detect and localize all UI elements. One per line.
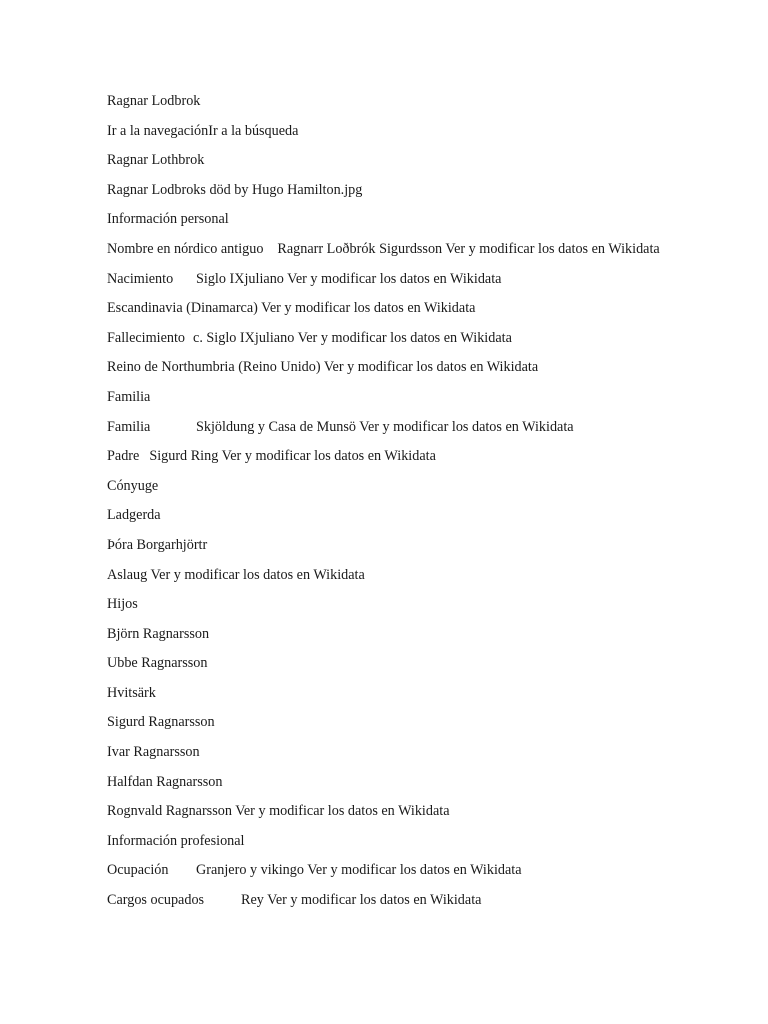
nacimiento-value: Siglo IXjuliano Ver y modificar los datos en Wikidata [196,270,502,287]
familia-value: Skjöldung y Casa de Munsö Ver y modificar los datos en Wikidata [196,418,574,435]
navigation-links-text: Ir a la navegaciónIr a la búsqueda [107,122,299,139]
row-ocupacion [107,860,667,880]
ocupacion-label: Ocupación [107,862,169,879]
section-personal-heading: Información personal [107,211,229,228]
conyuge-item: Ladgerda [107,507,161,524]
fallecimiento-value: c. Siglo IXjuliano Ver y modificar los datos en Wikidata [193,329,512,346]
hijos-label: Hijos [107,596,138,613]
row-nacimiento [107,269,667,289]
row-familia [107,417,667,437]
ocupacion-value: Granjero y vikingo Ver y modificar los datos en Wikidata [196,862,522,879]
hijo-item: Rognvald Ragnarsson Ver y modificar los datos en Wikidata [107,803,450,820]
hijo-item: Ubbe Ragnarsson [107,655,208,672]
article-title: Ragnar Lodbrok [107,93,201,109]
fallecimiento-place: Reino de Northumbria (Reino Unido) Ver y modificar los datos en Wikidata [107,359,539,376]
fallecimiento-label: Fallecimiento [107,329,186,346]
conyuge-item: Aslaug Ver y modificar los datos en Wikidata [107,566,365,583]
document-page [107,91,667,920]
row-fallecimiento [107,328,667,348]
nacimiento-place: Escandinavia (Dinamarca) Ver y modificar los datos en Wikidata [107,300,476,317]
row-nombre [107,239,667,259]
conyuge-label: Cónyuge [107,477,159,494]
cargos-value: Rey Ver y modificar los datos en Wikidata [241,892,482,909]
padre-value: Sigurd Ring Ver y modificar los datos en Wikidata [149,448,436,465]
image-caption: Ragnar Lodbroks död by Hugo Hamilton.jpg [107,181,363,198]
nombre-label: Nombre en nórdico antiguo [107,240,264,257]
hijo-item: Halfdan Ragnarsson [107,773,223,790]
conyuge-item: Þóra Borgarhjörtr [107,536,208,553]
infobox-title: Ragnar Lothbrok [107,152,205,169]
section-profesional-heading: Información profesional [107,832,245,849]
section-familia-heading: Familia [107,388,151,405]
hijo-item: Björn Ragnarsson [107,625,210,642]
padre-label: Padre [107,448,140,465]
nacimiento-label: Nacimiento [107,270,174,287]
cargos-label: Cargos ocupados [107,892,205,909]
hijo-item: Hvitsärk [107,684,156,701]
hijo-item: Sigurd Ragnarsson [107,714,215,731]
row-padre [107,446,667,466]
row-cargos [107,890,667,910]
hijo-item: Ivar Ragnarsson [107,744,200,761]
familia-label: Familia [107,418,151,435]
nombre-value: Ragnarr Loðbrók Sigurdsson Ver y modificar los datos en Wikidata [277,240,660,257]
